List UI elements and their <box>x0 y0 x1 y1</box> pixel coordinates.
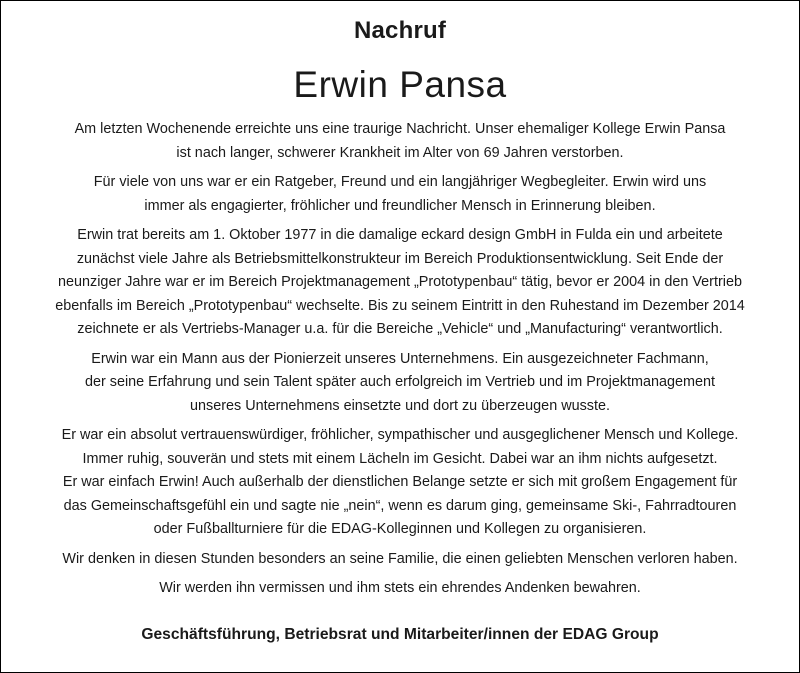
text-line: Er war ein absolut vertrauenswürdiger, fröhlicher, sympathischer und ausgeglichener Mensch und Kollege. <box>61 427 739 443</box>
signature: Geschäftsführung, Betriebsrat und Mitarbeiter/innen der EDAG Group <box>141 626 659 643</box>
obituary-body <box>20 118 780 607</box>
paragraph-farewell <box>20 577 780 601</box>
text-line: zeichnete er als Vertriebs-Manager u.a. für die Bereiche „Vehicle“ und „Manufacturing“ verantwortlich. <box>77 321 723 337</box>
text-line: Für viele von uns war er ein Ratgeber, Freund und ein langjähriger Wegbegleiter. Erwin wird uns <box>93 174 707 190</box>
paragraph-announcement <box>20 118 780 165</box>
paragraph-family <box>20 548 780 572</box>
deceased-name: Erwin Pansa <box>293 64 507 105</box>
text-line: Er war einfach Erwin! Auch außerhalb der dienstlichen Belange setzte er sich mit großem Engagement für <box>62 474 738 490</box>
text-line: Erwin war ein Mann aus der Pionierzeit unseres Unternehmens. Ein ausgezeichneter Fachmann, <box>91 350 709 367</box>
text-line: zunächst viele Jahre als Betriebsmittelkonstrukteur im Bereich Produktionsentwicklung. Seit Ende der <box>76 250 724 267</box>
text-line: der seine Erfahrung und sein Talent später auch erfolgreich im Vertrieb und im Projektmanagement <box>84 374 716 390</box>
text-line: oder Fußballturniere für die EDAG-Kolleginnen und Kollegen zu organisieren. <box>153 521 647 537</box>
text-line: neunziger Jahre war er im Bereich Projektmanagement „Prototypenbau“ tätig, bevor er 2004 in den Vertrieb <box>58 274 742 290</box>
paragraph-career <box>20 224 780 342</box>
text-line: Wir denken in diesen Stunden besonders an seine Familie, die einen geliebten Menschen verloren haben. <box>62 550 738 567</box>
paragraph-pioneer <box>20 348 780 419</box>
text-line: Wir werden ihn vermissen und ihm stets ein ehrendes Andenken bewahren. <box>159 580 641 596</box>
text-line: immer als engagierter, fröhlicher und freundlicher Mensch in Erinnerung bleiben. <box>144 197 656 214</box>
obituary-label: Nachruf <box>353 17 447 44</box>
text-line: das Gemeinschaftsgefühl ein und sagte nie „nein“, wenn es darum ging, gemeinsame Ski-, Fahrradtouren <box>63 497 737 514</box>
paragraph-character <box>20 424 780 542</box>
text-line: Immer ruhig, souverän und stets mit einem Lächeln im Gesicht. Dabei war an ihm nichts aufgesetzt. <box>82 450 718 467</box>
text-line: unseres Unternehmens einsetzte und dort zu überzeugen wusste. <box>190 397 610 414</box>
text-line: ist nach langer, schwerer Krankheit im Alter von 69 Jahren verstorben. <box>176 144 624 161</box>
paragraph-remembrance <box>20 171 780 218</box>
text-line: Am letzten Wochenende erreichte uns eine traurige Nachricht. Unser ehemaliger Kollege Erwin Pansa <box>74 121 726 137</box>
text-line: Erwin trat bereits am 1. Oktober 1977 in die damalige eckard design GmbH in Fulda ein und arbeitete <box>77 227 723 243</box>
text-line: ebenfalls im Bereich „Prototypenbau“ wechselte. Bis zu seinem Eintritt in den Ruhestand im Dezember 2014 <box>55 297 745 314</box>
